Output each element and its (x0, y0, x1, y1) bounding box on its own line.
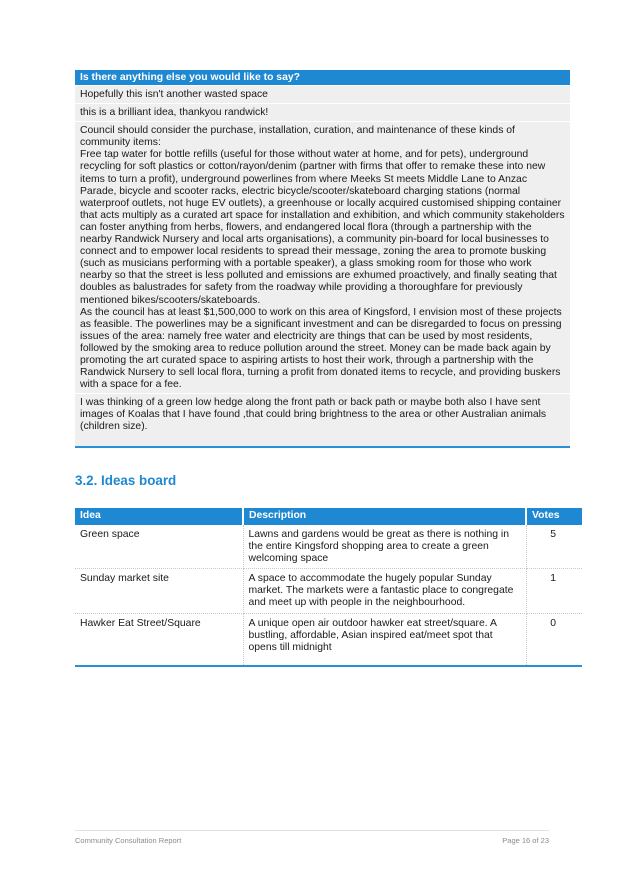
ideas-table (75, 508, 582, 667)
comments-header: Is there anything else you would like to say? (75, 70, 570, 85)
comment-text: Hopefully this isn't another wasted space (80, 89, 268, 100)
votes-cell: 0 (526, 613, 582, 666)
idea-cell: Hawker Eat Street/Square (75, 613, 243, 666)
description-cell: A space to accommodate the hugely popular Sunday market. The markets were a fantastic place to congregate and meet up with people in the neighbourhood. (243, 569, 526, 613)
column-header-idea: Idea (75, 508, 243, 525)
comment-row (75, 103, 570, 121)
description-cell: A unique open air outdoor hawker eat street/square. A bustling, affordable, Asian inspired eat/meet spot that opens till midnight (243, 613, 526, 666)
table-row (75, 613, 582, 666)
votes-cell: 5 (526, 525, 582, 569)
comment-text: As the council has at least $1,500,000 to work on this area of Kingsford, I envision most of these projects as feasible. The powerlines may be a significant investment and can be disregarded to focus on pressing issues of the area: namely free water and electricity are things that can be used by most residents, followed by the smoking area to reduce pollution around the street. Money can be made back again by promoting the art curated space to aspiring artists to host their work, through a partnership with the Randwick Nursery to sell local flora, turning a profit from donated items to recycle, and providing buskers with a space for a fee. (80, 306, 562, 391)
comment-row (75, 85, 570, 103)
comment-row (75, 121, 570, 393)
footer-page-number: Page 16 of 23 (502, 836, 549, 845)
description-cell: Lawns and gardens would be great as there is nothing in the entire Kingsford shopping area to create a green welcoming space (243, 525, 526, 569)
column-header-votes: Votes (526, 508, 582, 525)
comment-text: I was thinking of a green low hedge along the front path or back path or maybe both also I have sent images of Koalas that I have found ,that could bring brightness to the area or other Australian animals (children size). (80, 397, 547, 433)
footer-report-title: Community Consultation Report (75, 836, 182, 845)
comments-table (75, 70, 570, 448)
comment-text: Free tap water for bottle refills (useful for those without water at home, and for pets), underground recycling for soft plastics or cotton/rayon/denim (partner with firms that offer to remake these into new items to turn a profit), underground powerlines from where Meeks St meets Middle Lane to Anzac Parade, bicycle and scooter racks, electric bicycle/scooter/skateboard charging stations (normal waterproof outlets, not huge EV outlets), a greenhouse or locally acquired customised shipping container that acts multiply as a curated art space for installation and exhibition, and which community stakeholders can foster anything from herbs, flowers, and endangered local flora (through a partnership with the nearby Randwick Nursery and local arts organisations), a community pin-board for local businesses to connect and to empower local residents to spread their message, zoning the area to promote busking (such as musicians performing with a portable speaker), a glass smoking room for those who work nearby so that the street is less polluted and emissions are exhumed proactively, and finally seating that doubles as balustrades for safety from the roadway while providing a thoroughfare for previously mentioned bikes/scooters/skateboards. (80, 149, 565, 306)
comment-row (75, 393, 570, 445)
votes-cell: 1 (526, 569, 582, 613)
table-row (75, 569, 582, 613)
idea-cell: Green space (75, 525, 243, 569)
idea-cell: Sunday market site (75, 569, 243, 613)
table-row (75, 525, 582, 569)
column-header-description: Description (243, 508, 526, 525)
section-title: 3.2. Ideas board (75, 473, 177, 488)
comment-text: this is a brilliant idea, thankyou randwick! (80, 107, 269, 119)
comment-text: Council should consider the purchase, installation, curation, and maintenance of these kinds of community items: (80, 125, 515, 149)
page-footer (75, 830, 549, 845)
ideas-header-row (75, 508, 582, 525)
